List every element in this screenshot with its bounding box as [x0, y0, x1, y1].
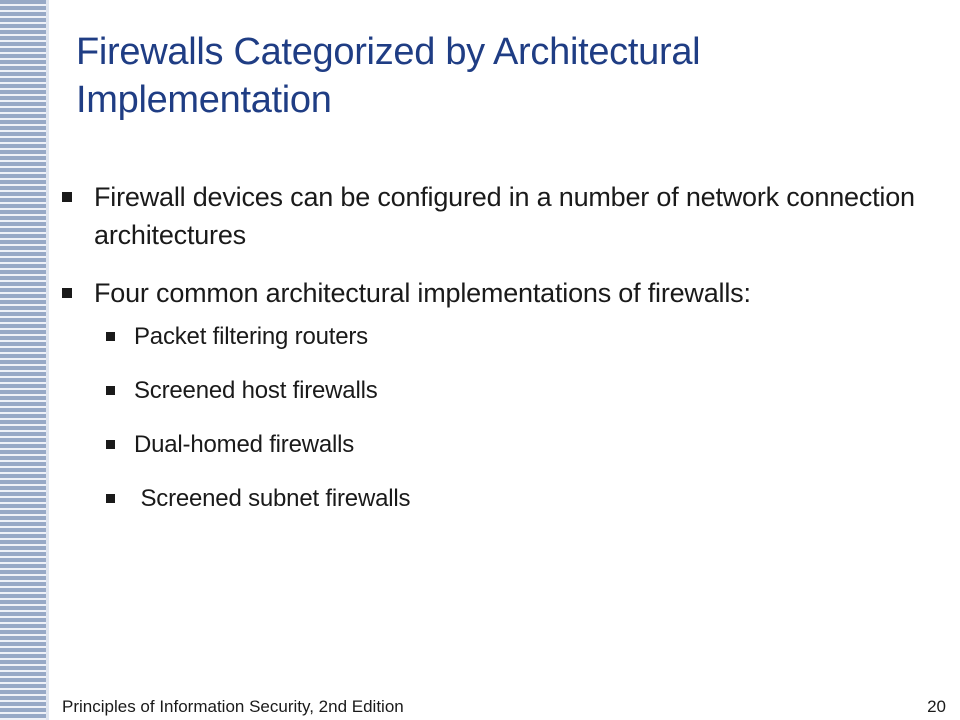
side-stripe-edge — [46, 0, 49, 720]
bullet-item — [62, 178, 922, 254]
sub-bullet-item — [106, 320, 922, 354]
sub-bullet-item — [106, 374, 922, 408]
sub-bullet-text: Screened host firewalls — [134, 377, 378, 404]
sub-bullet-list — [106, 320, 922, 516]
bullet-item — [62, 274, 922, 516]
sub-bullet-item — [106, 428, 922, 462]
slide-title: Firewalls Categorized by Architectural Implementation — [76, 31, 701, 121]
bullet-text: Firewall devices can be configured in a number of network connection architectures — [94, 182, 915, 250]
square-bullet-icon — [62, 288, 72, 298]
square-bullet-icon — [106, 440, 115, 449]
bullet-text: Four common architectural implementations of firewalls: — [94, 278, 751, 308]
sub-bullet-text: Packet filtering routers — [134, 323, 368, 350]
bullet-list — [62, 178, 922, 516]
square-bullet-icon — [106, 332, 115, 341]
decorative-side-stripes — [0, 0, 46, 720]
sub-bullet-text: Screened subnet firewalls — [134, 485, 411, 512]
square-bullet-icon — [62, 192, 72, 202]
page-number: 20 — [927, 697, 946, 716]
footer-book-title: Principles of Information Security, 2nd Edition — [62, 697, 404, 716]
square-bullet-icon — [106, 386, 115, 395]
sub-bullet-item — [106, 482, 922, 516]
sub-bullet-text: Dual-homed firewalls — [134, 431, 355, 458]
square-bullet-icon — [106, 494, 115, 503]
